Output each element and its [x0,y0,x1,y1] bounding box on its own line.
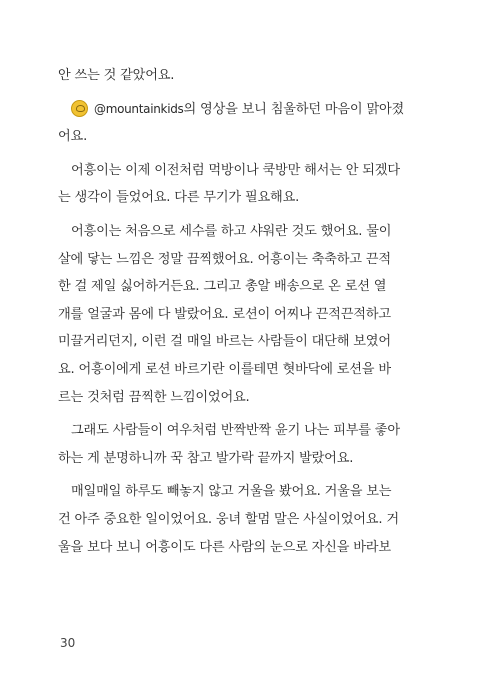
paragraph [58,157,450,212]
text-line: 어요. [58,129,88,145]
paragraph [58,478,450,561]
channel-handle: @mountainkids [94,101,184,116]
paragraph [58,417,450,472]
paragraph [58,62,450,90]
text-line: 안 쓰는 것 같았어요. [58,68,175,83]
text-line: 어흥이는 처음으로 세수를 하고 샤워란 것도 했어요. 물이 [71,223,392,239]
text-line: 르는 것처럼 끔찍한 느낌이었어요. [58,389,250,405]
text-line: 미끌거리던지, 이런 걸 매일 바르는 사람들이 대단해 보였어 [58,334,391,350]
text-line [58,96,450,124]
text-line: 그래도 사람들이 여우처럼 반짝반짝 윤기 나는 피부를 좋아 [71,423,400,439]
text-line: 매일매일 하루도 빼놓지 않고 거울을 봤어요. 거울을 보는 [71,484,392,500]
text-fragment: 의 영상을 보니 침울하던 마음이 맑아졌 [183,101,405,117]
paragraph [58,96,450,151]
smiley-icon [71,100,88,117]
text-line: 하는 게 분명하니까 꾹 참고 발가락 끝까지 발랐어요. [58,450,354,466]
paragraph [58,218,450,411]
text-line: 살에 닿는 느낌은 정말 끔찍했어요. 어흥이는 축축하고 끈적 [58,251,391,267]
page-number: 30 [60,636,76,650]
text-line: 한 걸 제일 싫어하거든요. 그리고 총알 배송으로 온 로션 열 [58,279,387,295]
text-line: 건 아주 중요한 일이었어요. 웅녀 할멈 말은 사실이었어요. 거 [58,511,399,527]
text-line: 는 생각이 들었어요. 다른 무기가 필요해요. [58,190,300,206]
text-line: 요. 어흥이에게 로션 바르기란 이를테면 혓바닥에 로션을 바 [58,361,391,377]
text-line: 울을 보다 보니 어흥이도 다른 사람의 눈으로 자신을 바라보 [58,539,391,555]
body-text [58,62,450,561]
text-line: 개를 얼굴과 몸에 다 발랐어요. 로션이 어찌나 끈적끈적하고 [58,306,391,322]
text-line: 어흥이는 이제 이전처럼 먹방이나 쿡방만 해서는 안 되겠다 [71,162,400,178]
